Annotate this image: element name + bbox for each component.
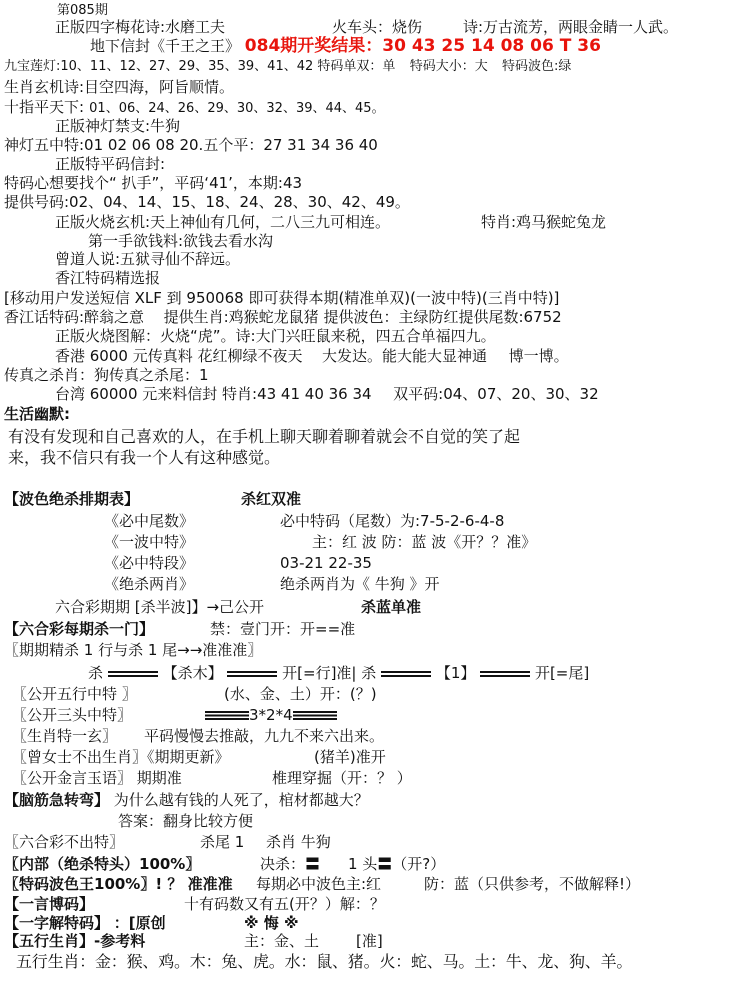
sms-promo: [移动用户发送短信 XLF 到 950068 即可获得本期(精准单双)(一波中特)(三肖中特)] — [4, 289, 560, 307]
bar-right — [293, 711, 337, 720]
one-wave-value: 主：红 波 防：蓝 波《开？？准》 — [312, 533, 537, 551]
taiwan-line — [55, 387, 599, 402]
xiangjiang-talk-line — [4, 310, 562, 325]
one-word-value: 十有码数又有五(开？）解：？ — [184, 895, 385, 913]
divider — [480, 671, 530, 677]
plum-poem-line — [55, 18, 679, 36]
kill-gate-label: 【六合彩每期杀一门】 — [4, 620, 155, 638]
brain-teaser-question: 为什么越有钱的人死了，棺材都越大？ — [113, 791, 369, 809]
five-element-label: 〖公开五行中特 〗 — [12, 685, 137, 703]
xiangjiang-report: 香江特码精选报 — [55, 269, 161, 287]
brain-teaser-label: 【脑筋急转弯】 — [4, 791, 110, 809]
zodiac-poem: 生肖玄机诗:目空四海，阿旨顺情。 — [4, 78, 235, 96]
kill-gate-row — [4, 620, 356, 638]
five-zodiac-accurate: [准] — [356, 932, 383, 950]
train-head: 火车头：烧伤 — [332, 18, 423, 36]
head-value: 1 头〓（开?） — [348, 855, 446, 873]
kill-gate-value: 禁：壹门开：开==准 — [210, 620, 356, 638]
must-tail-value: 必中特码（尾数）为:7-5-2-6-4-8 — [280, 512, 505, 530]
golden-words-row — [12, 769, 412, 787]
inner-kill-label: 〖内部（绝杀特头）100%〗 — [4, 855, 201, 873]
half-wave-label: 六合彩期期 [杀半波]】→己公开 — [55, 598, 265, 616]
one-word-label: 【一言博码】 — [4, 895, 95, 913]
odd-even: 特码单双：单 — [317, 59, 396, 74]
fire-mystery-line — [55, 213, 607, 231]
kill-blue: 杀蓝单准 — [361, 598, 422, 616]
three-head-value: 3*2*4 — [249, 706, 293, 724]
kill-row-title: 〖期期精杀 1 行与杀 1 尾→→准准准〗 — [4, 641, 263, 659]
hk-fax: 香港 6000 元传真料 花红柳绿不夜天 — [55, 347, 303, 365]
must-tail-row — [104, 512, 505, 530]
open-row: 开[=行]准| — [282, 664, 357, 682]
ten-fingers-numbers: 01、06、24、26、29、30、32、39、44、45。 — [89, 101, 385, 116]
poem-text: 诗:万古流芳，两眼金睛一人武。 — [463, 18, 679, 36]
brain-teaser-answer: 答案：翻身比较方便 — [118, 812, 254, 830]
wave-color: 特码波色:绿 — [502, 59, 572, 74]
fire-mystery: 正版火烧玄机:天上神仙有几何，二八三九可相连。 — [55, 213, 391, 231]
original: ：[原创 — [113, 914, 166, 932]
lotus-lamp-line — [4, 60, 571, 73]
fire-picture: 正版火烧图解：火烧“虎”。诗:大门兴旺鼠来税，四五合单福四九。 — [55, 327, 496, 345]
lotus-lamp-numbers: 九宝莲灯:10、11、12、27、29、35、39、41、42 — [4, 59, 314, 74]
one-wave-label: 《一波中特》 — [104, 533, 195, 551]
zodiac-mystery-value: 平码慢慢去推敲，九九不来六出来。 — [144, 727, 385, 745]
one-wave-row — [104, 533, 537, 551]
no-special-row — [4, 833, 331, 851]
big-small: 特码大小：大 — [409, 59, 488, 74]
three-head-group — [205, 708, 337, 723]
kill-two-label: 《绝杀两肖》 — [104, 575, 195, 593]
hk-fax-3: 博一博。 — [508, 347, 569, 365]
xiangjiang-talk: 香江话特码:醉翁之意 — [4, 308, 145, 326]
five-zodiac-main: 主：金、土 — [244, 932, 320, 950]
kill-two-row — [104, 575, 440, 593]
humor-line-1: 有没有发现和自己喜欢的人，在手机上聊天聊着聊着就会不自觉的笑了起 — [8, 427, 521, 446]
kill-wood-row — [88, 666, 589, 681]
must-section-value: 03-21 22-35 — [280, 554, 372, 572]
five-element-value: (水、金、土）开：(？) — [224, 685, 377, 703]
one-char-row — [4, 914, 299, 932]
ms-zeng-label: 〖曾女士不出生肖〗《期期更新》 — [12, 748, 230, 766]
hk-fax-line — [55, 349, 569, 364]
kill-wood: 【杀木】 — [162, 664, 223, 682]
wave-king-guard: 防：蓝（只供参考，不做解释!） — [424, 875, 641, 893]
must-section-row — [104, 554, 372, 572]
one-word-row — [4, 895, 385, 913]
divider — [381, 671, 431, 677]
golden-words-label: 〖公开金言玉语〗 期期准 — [12, 769, 182, 787]
decisive-kill: 决杀：〓 — [260, 855, 321, 873]
five-element-row — [12, 685, 377, 703]
kill-two-value: 绝杀两肖为《 牛狗 》开 — [280, 575, 440, 593]
issue-number: 第085期 — [57, 3, 108, 18]
one-char-label: 【一字解特码】 — [4, 914, 110, 932]
three-head-row — [12, 706, 293, 724]
kill-1: 杀 — [88, 664, 104, 682]
life-humor-title: 生活幽默: — [4, 405, 70, 423]
kill-one: 【1】 — [435, 664, 476, 682]
humor-line-2: 来，我不信只有我一个人有这种感觉。 — [8, 448, 281, 467]
brain-teaser-row — [4, 793, 369, 808]
special-zodiac: 特肖:鸡马猴蛇兔龙 — [481, 213, 607, 231]
inner-kill-row — [4, 855, 446, 873]
divider — [227, 671, 277, 677]
first-hand-material: 第一手欲钱料:欲钱去看水沟 — [88, 232, 274, 250]
kill-2: 杀 — [361, 664, 377, 682]
lamp-forbidden: 正版神灯禁支:牛狗 — [55, 117, 181, 135]
zodiac-mystery-row — [12, 727, 385, 745]
lamp-five-numbers: 神灯五中特:01 02 06 08 20.五个平：27 31 34 36 40 — [4, 136, 378, 154]
kill-tail: 杀尾 1 — [200, 833, 245, 851]
ten-fingers-label: 十指平天下: — [4, 98, 85, 116]
underground-envelope: 地下信封《千王之王》 — [90, 37, 241, 55]
regret: ※ 悔 ※ — [244, 914, 299, 932]
provided-numbers: 提供号码:02、04、14、15、18、24、28、30、42、49。 — [4, 193, 410, 211]
provided-zodiac: 提供生肖:鸡猴蛇龙鼠猪 提供波色：主绿防红提供尾数:6752 — [163, 308, 562, 326]
result-line — [90, 38, 601, 55]
bar-left — [205, 711, 249, 720]
master-saying: 曾道人说:五狱寻仙不辞远。 — [55, 250, 241, 268]
wave-king-label: 〖特码波色王100%〗! ？ 准准准 — [4, 875, 233, 893]
kill-zodiac: 杀肖 牛狗 — [266, 833, 331, 851]
must-section-label: 《必中特段》 — [104, 554, 195, 572]
five-zodiac-label: 【五行生肖】-参考料 — [4, 932, 146, 950]
wave-kill-title — [4, 490, 302, 508]
divider — [108, 671, 158, 677]
open-tail: 开[=尾] — [534, 664, 590, 682]
zodiac-mystery-label: 〖生肖特一玄〗 — [12, 727, 118, 745]
no-special-label: 〖六合彩不出特〗 — [4, 833, 125, 851]
five-zodiac-list: 五行生肖：金：猴、鸡。木：兔、虎。水：鼠、猪。火：蛇、马。土：牛、龙、狗、羊。 — [16, 952, 633, 971]
wave-king-main: 每期必中波色主:红 — [256, 875, 382, 893]
double-flat: 双平码:04、07、20、30、32 — [393, 385, 599, 403]
draw-result: 084期开奖结果：30 43 25 14 08 06 T 36 — [244, 36, 601, 56]
five-zodiac-row — [4, 932, 383, 950]
ms-zeng-value: (猪羊)准开 — [314, 748, 386, 766]
taiwan-envelope: 台湾 60000 元来料信封 特肖:43 41 40 36 34 — [55, 385, 372, 403]
special-thought: 特码心想要找个“ 扒手”，平码‘41’，本期:43 — [4, 174, 303, 192]
kill-red: 杀红双准 — [241, 490, 302, 508]
special-envelope: 正版特平码信封: — [55, 155, 166, 173]
wave-king-row — [4, 875, 641, 893]
wave-kill-label: 【波色绝杀排期表】 — [4, 490, 140, 508]
fax-kill: 传真之杀肖：狗传真之杀尾：1 — [4, 366, 209, 384]
hk-fax-2: 大发达。能大能大显神通 — [322, 347, 488, 365]
half-wave-row — [55, 598, 422, 616]
ten-fingers-line — [4, 99, 385, 115]
golden-words-value: 椎理穿掘（开：？ ） — [272, 769, 412, 787]
ms-zeng-row — [12, 748, 386, 766]
three-head-label: 〖公开三头中特〗 — [12, 706, 133, 724]
must-tail-label: 《必中尾数》 — [104, 512, 195, 530]
plum-poem: 正版四字梅花诗:水磨工夫 — [55, 18, 226, 36]
